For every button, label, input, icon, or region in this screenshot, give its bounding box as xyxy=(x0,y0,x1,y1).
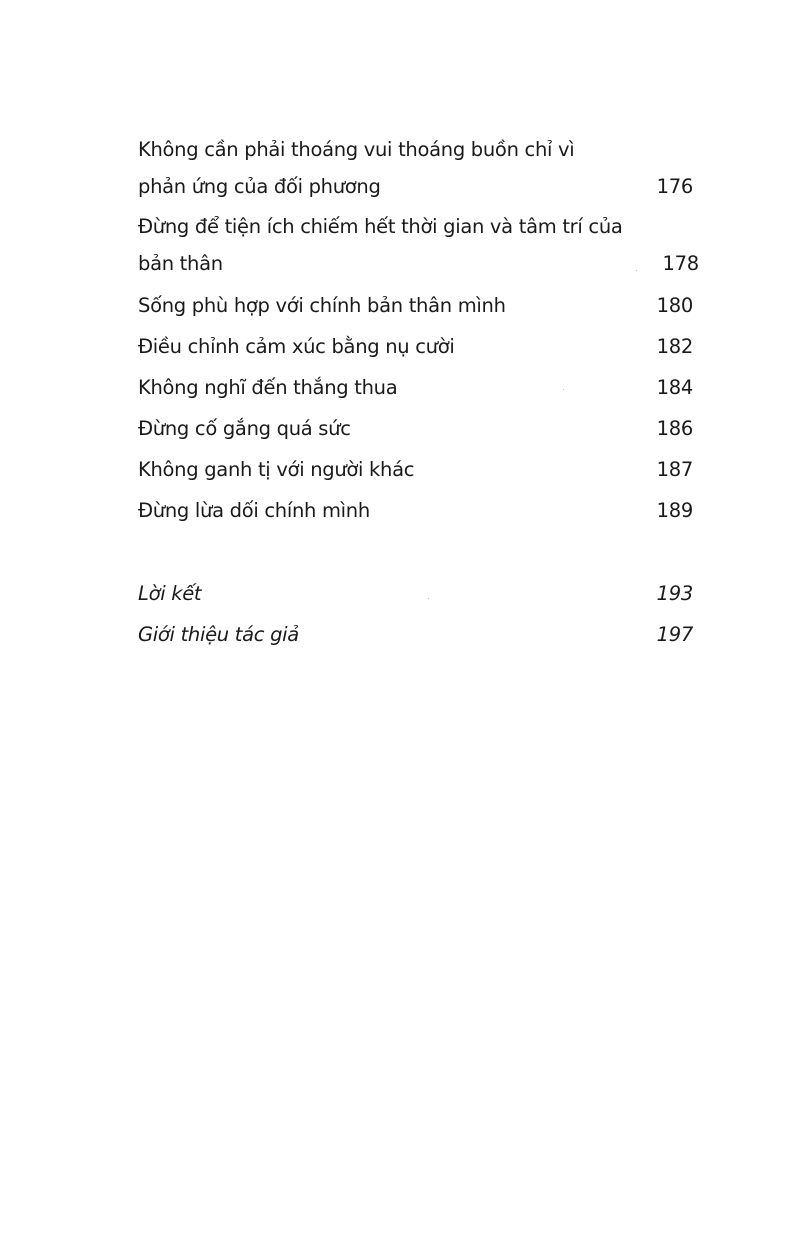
toc-entry-epilogue[interactable] xyxy=(138,573,693,614)
toc-entry-title-line: Đừng để tiện ích chiếm hết thời gian và tâm trí của xyxy=(138,215,623,238)
toc-entry-title xyxy=(138,208,663,282)
toc-entry-page-number: 180 xyxy=(656,294,693,317)
toc-entry-title: Điều chỉnh cảm xúc bằng nụ cười xyxy=(138,335,455,358)
table-of-contents xyxy=(138,131,699,655)
toc-entry[interactable] xyxy=(138,490,693,531)
toc-entry-title: Đừng cố gắng quá sức xyxy=(138,417,351,440)
toc-entry-page-number: 189 xyxy=(656,499,693,522)
toc-entry-page-number: 187 xyxy=(656,458,693,481)
toc-entry[interactable] xyxy=(138,285,693,326)
scan-speck xyxy=(428,598,429,599)
toc-entry-title: Giới thiệu tác giả xyxy=(138,623,299,646)
scan-speck xyxy=(563,389,564,390)
toc-entry-title: Lời kết xyxy=(138,582,202,605)
scan-speck xyxy=(636,270,637,271)
toc-entry-page-number: 197 xyxy=(656,623,693,646)
toc-entry[interactable] xyxy=(138,408,693,449)
toc-entry[interactable] xyxy=(138,449,693,490)
toc-entry-title-line: phản ứng của đối phương xyxy=(138,175,381,198)
toc-entry-title: Đừng lừa dối chính mình xyxy=(138,499,370,522)
toc-entry[interactable] xyxy=(138,326,693,367)
toc-entry-page-number: 182 xyxy=(656,335,693,358)
toc-entry-about-author[interactable] xyxy=(138,614,693,655)
toc-entry-title-line: bản thân xyxy=(138,252,223,275)
toc-entry[interactable] xyxy=(138,131,693,205)
toc-entry-page-number: 193 xyxy=(656,582,693,605)
toc-entry-title: Không nghĩ đến thắng thua xyxy=(138,376,398,399)
toc-entry-title: Không ganh tị với người khác xyxy=(138,458,415,481)
toc-entry-title-line: Không cần phải thoáng vui thoáng buồn chỉ vì xyxy=(138,138,575,161)
toc-entry-title: Sống phù hợp với chính bản thân mình xyxy=(138,294,506,317)
toc-entry-page-number: 186 xyxy=(656,417,693,440)
toc-entry[interactable] xyxy=(138,367,693,408)
toc-entry-page-number: 176 xyxy=(656,175,693,198)
section-spacer xyxy=(138,531,693,573)
toc-entry[interactable] xyxy=(138,208,699,282)
toc-entry-title xyxy=(138,131,657,205)
toc-entry-page-number: 178 xyxy=(662,252,699,275)
toc-entry-page-number: 184 xyxy=(656,376,693,399)
